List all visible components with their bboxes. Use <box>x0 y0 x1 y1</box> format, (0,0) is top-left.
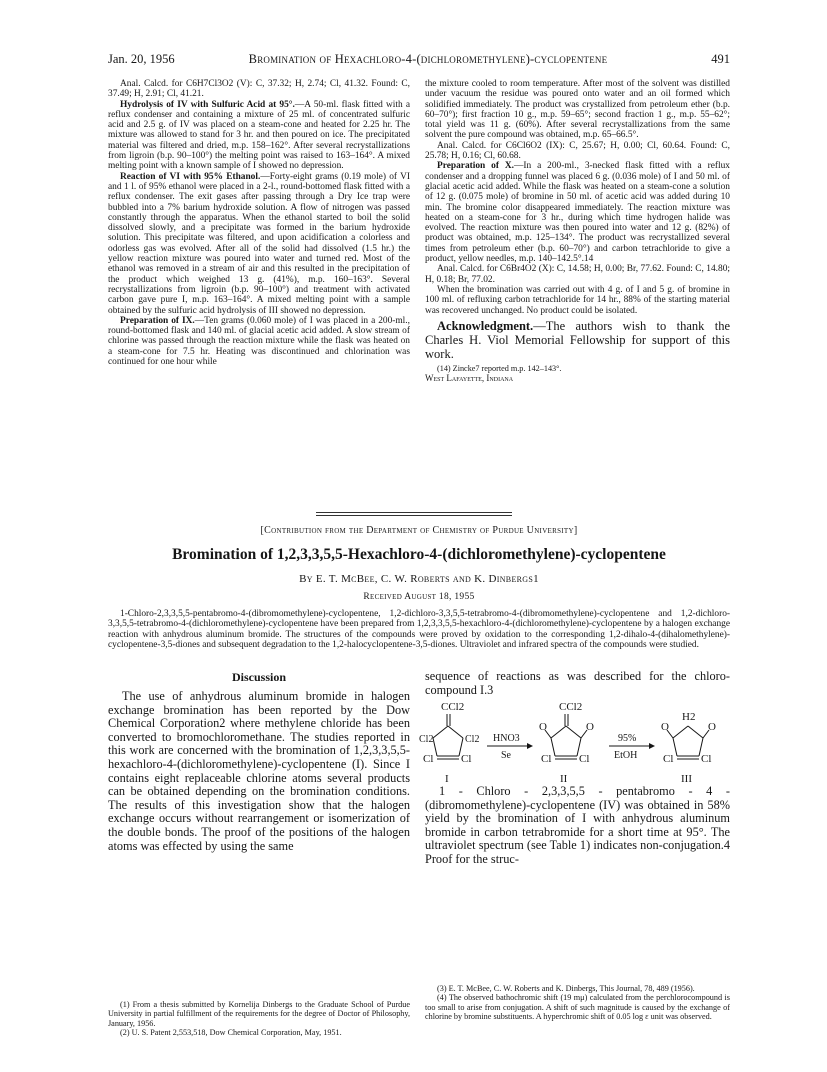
paragraph: 1 - Chloro - 2,3,3,5,5 - pentabromo - 4 - (dibromomethylene)-cyclopentene (IV) was obtained in 58% yield by the bromination of I with anhydrous aluminum bromide in carbon tetrabromide for a short time at 95°. The ultraviolet spectrum (see Table 1) indicates non-conjugation.4 Proof for the struc- <box>425 784 730 866</box>
header-date: Jan. 20, 1956 <box>108 52 175 66</box>
divider-rule <box>316 515 512 516</box>
c2-oxygen-right: O <box>586 721 594 733</box>
arrow1-catalyst: Se <box>501 750 511 761</box>
c3-bottom-left: Cl <box>663 753 674 765</box>
right-column-experimental <box>425 79 730 384</box>
paragraph: Anal. Calcd. for C6Br4O2 (X): C, 14.58; H, 0.00; Br, 77.62. Found: C, 14.80; H, 0.18; Br, 77.02. <box>425 264 730 285</box>
footnote-1: (1) From a thesis submitted by Kornelija Dinbergs to the Graduate School of Purdue University in partial fulfillment of the requirements for the degree of Doctor of Philosophy, January, 1956. <box>108 1000 410 1028</box>
run-in-head: Hydrolysis of IV with Sulfuric Acid at 95°. <box>120 99 295 110</box>
received-date: Received August 18, 1955 <box>363 592 475 602</box>
paragraph: the mixture cooled to room temperature. After most of the solvent was distilled under vacuum the residue was poured onto water and an oil formed which solidified immediately. The product was crystallized from petroleum ether (b.p. 60–70°); first fraction 10 g., m.p. 59–65°; second fraction 1 g., m.p. 55–62°; total yield was 11 g. (60%). After several recrystallizations from the same solvent the pure compound was obtained, m.p. 65–66.5°. <box>425 79 730 141</box>
header-title: Bromination of Hexachloro-4-(dichloromethylene)-cyclopentene <box>248 52 608 66</box>
c3-bottom-right: Cl <box>701 753 712 765</box>
footnote-4: (4) The observed bathochromic shift (19 mμ) calculated from the perchlorocompound is too small to arise from conjugation. A shift of such magnitude is caused by the exchange of chlorine by bromine substituents. A hyperchromic shift of 0.05 log ε unit was observed. <box>425 993 730 1022</box>
footnote-14: (14) Zincke7 reported m.p. 142–143°. <box>437 363 562 373</box>
paragraph: Reaction of VI with 95% Ethanol.—Forty-eight grams (0.19 mole) of VI and 1 l. of 95% ethanol were placed in a 2-l., round-bottomed flask fitted with a reflux condenser. The exit gases after passing through a Dry Ice trap were bubbled into a 7% barium hydroxide solution. A flow of nitrogen was passed constantly through the apparatus. When the ethanol started to boil the solid dissolved slowly, and a precipitate was formed in the barium hydroxide solution. This precipitate was filtered, and upon acidification a colorless and odorless gas was evolved. After all of the solid had dissolved (1.5 hr.) the yellow reaction mixture was poured into water and turned red. Most of the ethanol was removed in a stream of air and this resulted in the precipitation of the product which weighed 13 g. (41%), m.p. 160–163°. Several recrystallizations from ligroin (b.p. 90–100°) and treatment with activated carbon gave pure I, m.p. 163–164°. A mixed melting point with a sample obtained by the sulfuric acid hydrolysis of III showed no depression. <box>108 171 410 316</box>
discussion-right-bottom <box>425 785 730 867</box>
section-heading-discussion: Discussion <box>231 670 287 684</box>
abstract: 1-Chloro-2,3,3,5,5-pentabromo-4-(dibromomethylene)-cyclopentene, 1,2-dichloro-3,3,5,5-tetrabromo-4-(dibromomethylene)-cyclopentene and 1,2-dichloro-3,3,5,5-tetrabromo-4-(dichloromethylene)-cyclopentene have been prepared from 1,2,3,3,5,5-hexachloro-4-(dichloromethylene)-cyclopentene by a halogen exchange reaction with anhydrous aluminum bromide. The structures of the compounds were proved by oxidation to the corresponding 1,2-dihalo-4-(dihalomethylene)-cyclopentene-3,5-diones and subsequent degradation to the 1,2-halocyclopentene-3,5-diones. Ultraviolet and infrared spectra of the compounds were studied. <box>108 609 730 651</box>
page-number: 491 <box>711 52 730 66</box>
paragraph: The use of anhydrous aluminum bromide in halogen exchange bromination has been reported by the Dow Chemical Corporation2 where methylene chloride has been converted to bromochloromethane. The studies reported in this work are concerned with the bromination of 1,2,3,3,5,5-hexachloro-4-(dichloromethylene)-cyclopentene (I). Since I contains eight replaceable chlorine atoms several products can be obtained depending on the bromination conditions. The results of this investigation show that the halogen exchange occurs without rearrangement or isomerization of the double bonds. The proof of the positions of the halogen atoms was effected by using the same <box>108 689 410 853</box>
c3-top: H2 <box>682 711 696 723</box>
c2-top: CCl2 <box>559 701 583 713</box>
left-column-experimental <box>108 79 410 367</box>
discussion-left <box>108 690 410 853</box>
paragraph: When the bromination was carried out with 4 g. of I and 5 g. of bromine in 100 ml. of refluxing carbon tetrachloride for 14 hr., 88% of the starting material was recovered unchanged. No product could be isolated. <box>425 284 730 316</box>
c1-left: Cl2 <box>419 734 434 745</box>
authors: By E. T. McBee, C. W. Roberts and K. Dinbergs1 <box>299 573 539 585</box>
contribution-line: [Contribution from the Department of Chemistry of Purdue University] <box>260 525 578 536</box>
footnotes-left <box>108 1000 410 1038</box>
article-title: Bromination of 1,2,3,3,5,5-Hexachloro-4-(dichloromethylene)-cyclopentene <box>172 546 666 563</box>
c1-bottom-right: Cl <box>461 753 472 765</box>
arrow2-reagent: 95% <box>618 733 637 744</box>
c1-right: Cl2 <box>465 734 480 745</box>
signature-location: West Lafayette, Indiana <box>425 373 514 384</box>
footnote-3: (3) E. T. McBee, C. W. Roberts and K. Dinbergs, This Journal, 78, 489 (1956). <box>437 984 695 993</box>
c3-oxygen-right: O <box>708 721 716 733</box>
acknowledgment-head: Acknowledgment. <box>437 318 534 333</box>
run-in-head: Preparation of IX. <box>120 315 195 326</box>
c1-top: CCl2 <box>441 701 465 713</box>
running-header <box>108 52 730 70</box>
discussion-right-top <box>425 670 730 697</box>
c3-label: III <box>681 773 692 785</box>
acknowledgment: Acknowledgment.—The authors wish to thank the Charles H. Viol Memorial Fellowship for support of this work. <box>425 318 730 361</box>
paragraph: Anal. Calcd. for C6H7Cl3O2 (V): C, 37.32; H, 2.74; Cl, 41.32. Found: C, 37.49; H, 2.91; Cl, 41.21. <box>108 79 410 100</box>
arrow2-solvent: EtOH <box>614 750 638 761</box>
c2-label: II <box>560 773 568 785</box>
c2-bottom-right: Cl <box>579 753 590 765</box>
c1-label: I <box>445 773 449 785</box>
run-in-head: Preparation of X. <box>437 161 515 172</box>
paragraph: Preparation of IX.—Ten grams (0.060 mole) of I was placed in a 200-ml., round-bottomed flask and 140 ml. of glacial acetic acid added. A slow stream of chlorine was passed through the reaction mixture while the flask was heated on a steam-cone for 7.5 hr. Heating was discontinued and chlorination was continued for one hour while <box>108 315 410 368</box>
run-in-head: Reaction of VI with 95% Ethanol. <box>120 171 261 182</box>
footnotes-right <box>425 984 730 1022</box>
paragraph: Hydrolysis of IV with Sulfuric Acid at 95°.—A 50-ml. flask fitted with a reflux condenser and containing a mixture of 25 ml. of concentrated sulfuric acid and 2.5 g. of IV was placed on a steam-cone and heated for 2.25 hr. The mixture was allowed to stand for 3 hr. and then poured on ice. The precipitated material was filtered and dried, m.p. 158–162°. After several recrystallizations from ligroin (b.p. 90–100°) the melting point was raised to 163–164°. A mixed melting point with a known sample of I showed no depression. <box>108 99 411 172</box>
compound-I <box>433 714 463 759</box>
c2-bottom-left: Cl <box>541 753 552 765</box>
footnote-2: (2) U. S. Patent 2,553,518, Dow Chemical Corporation, May, 1951. <box>120 1028 342 1038</box>
arrow1-reagent: HNO3 <box>493 733 520 744</box>
divider-rule <box>316 512 512 513</box>
paragraph: Anal. Calcd. for C6Cl6O2 (IX): C, 25.67; H, 0.00; Cl, 60.64. Found: C, 25.78; H, 0.16; Cl, 60.68. <box>425 140 730 162</box>
paragraph: sequence of reactions as was described for the chloro-compound I.3 <box>425 669 730 697</box>
c2-oxygen-left: O <box>539 721 547 733</box>
c3-oxygen-left: O <box>661 721 669 733</box>
c1-bottom-left: Cl <box>423 753 434 765</box>
paragraph: Preparation of X.—In a 200-ml., 3-necked flask fitted with a reflux condenser and a dropping funnel was placed 6 g. (0.036 mole) of I and 50 ml. of glacial acetic acid added. While the flask was heated on a steam-cone a solution of 12 g. (0.075 mole) of bromine in 50 ml. of acetic acid was added during 10 min. The bromine color disappeared immediately. The reaction mixture was heated on a steam-cone for 3 hr., during which time hydrogen halide was evolved. The reaction mixture was then poured into water and 12 g. (82%) of product was obtained, m.p. 125–134°. The product was recrystallized several times from petroleum ether (b.p. 60–70°) and carbon tetrachloride to give a product, yellow needles, m.p. 140–142.5°.14 <box>425 161 730 265</box>
